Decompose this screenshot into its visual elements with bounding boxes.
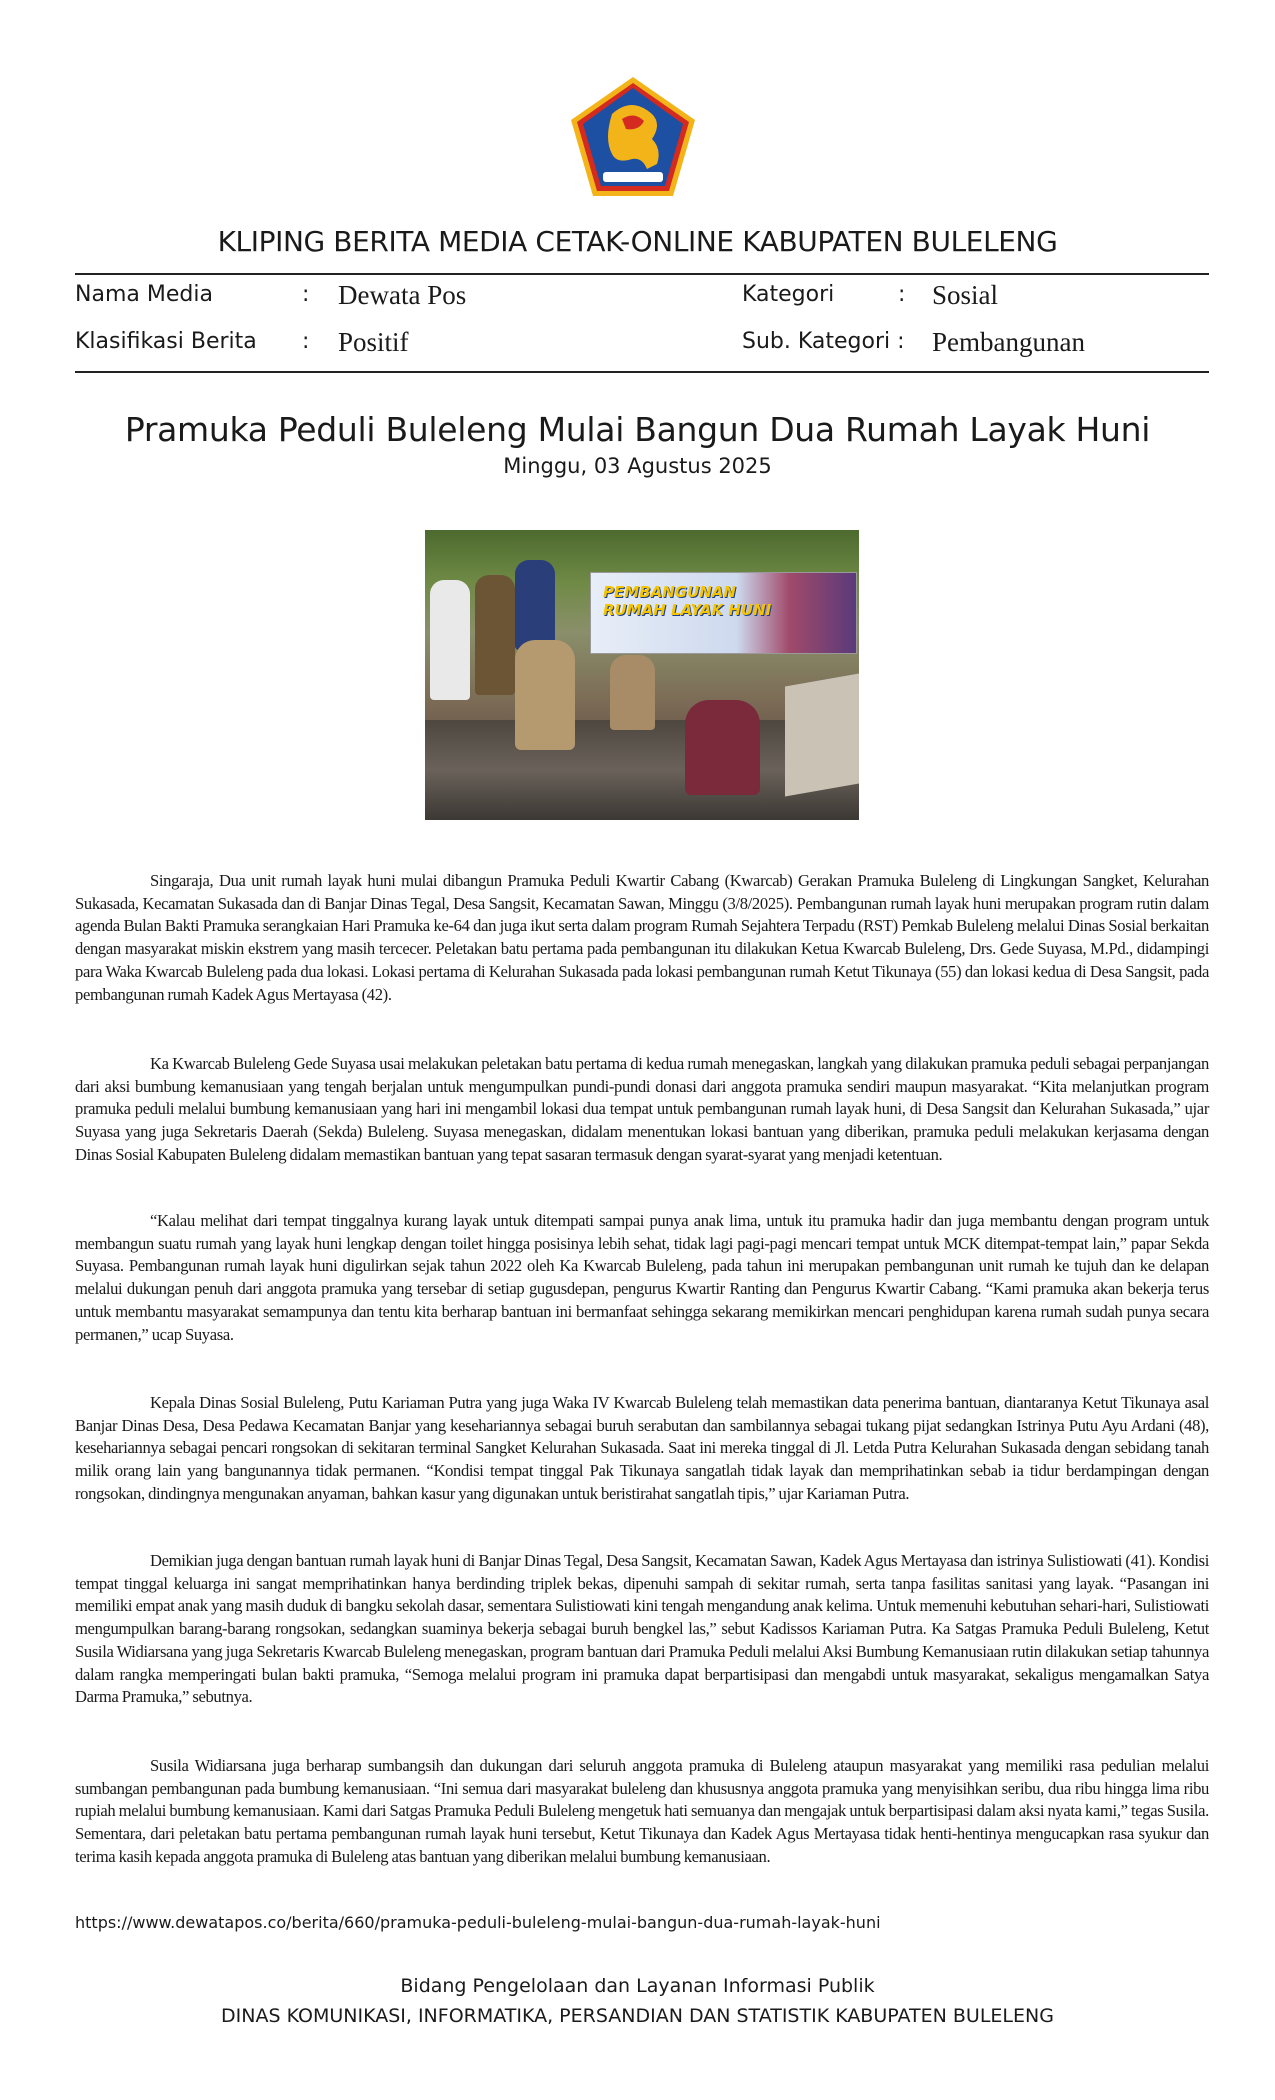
document-header: KLIPING BERITA MEDIA CETAK-ONLINE KABUPATEN BULELENG (217, 225, 1058, 258)
paragraph: Singaraja, Dua unit rumah layak huni mulai dibangun Pramuka Peduli Kwartir Cabang (Kwarcab) Gerakan Pramuka Buleleng di Lingkungan Sangket, Kelurahan Sukasada, Kecamatan Sukasada dan di Banjar Dinas Tegal, Desa Sangsit, Kecamatan Sawan, Minggu (3/8/2025). Pembangunan rumah layak huni merupakan program rutin dalam agenda Bulan Bakti Pramuka serangkaian Hari Pramuka ke-64 dan juga ikut serta dalam program Rumah Sejahtera Terpadu (RST) Pemkab Buleleng melalui Dinas Sosial berkaitan dengan masyarakat miskin ekstrem yang masih tercecer. Peletakan batu pertama pada pembangunan itu dilakukan Ketua Kwarcab Buleleng, Drs. Gede Suyasa, M.Pd., didampingi para Waka Kwarcab Buleleng pada dua lokasi. Lokasi pertama di Kelurahan Sukasada pada lokasi pembangunan rumah Ketut Tikunaya (55) dan lokasi kedua di Desa Sangsit, pada pembangunan rumah Kadek Agus Mertayasa (42). (75, 871, 1209, 1004)
media-label: Nama Media (75, 282, 213, 307)
paragraph: Susila Widiarsana juga berharap sumbangsih dan dukungan dari seluruh anggota pramuka di Buleleng ataupun masyarakat yang memiliki rasa pedulian melalui sumbangan pembangunan pada bumbung kemanusiaan. “Ini semua dari masyarakat buleleng dan khususnya anggota pramuka yang menyisihkan seribu, dua ribu hingga lima ribu rupiah melalui bumbung kemanusiaan. Kami dari Satgas Pramuka Peduli Buleleng mengetuk hati semuanya dan mengajak untuk berpartisipasi dalam aksi nyata kami,” tegas Susila. Sementara, dari peletakan batu pertama pembangunan rumah layak huni tersebut, Ketut Tikunaya dan Kadek Agus Mertayasa tidak henti-hentinya mengucapkan rasa syukur dan terima kasih kepada anggota pramuka di Buleleng atas bantuan yang diberikan melalui bumbung kemanusiaan. (75, 1756, 1209, 1866)
banner (590, 572, 857, 654)
kategori-label: Kategori (742, 282, 835, 307)
sub-kategori-value: Pembangunan (932, 327, 1085, 357)
footer-line-2: DINAS KOMUNIKASI, INFORMATIKA, PERSANDIAN DAN STATISTIK KABUPATEN BULELENG (221, 2005, 1054, 2027)
divider (75, 273, 1209, 275)
klasifikasi-value: Positif (338, 327, 409, 357)
paragraph: Demikian juga dengan bantuan rumah layak huni di Banjar Dinas Tegal, Desa Sangsit, Kecamatan Sawan, Kadek Agus Mertayasa dan istrinya Sulistiowati (41). Kondisi tempat tinggal keluarga ini sangat memprihatinkan hanya berdinding triplek bekas, dipenuhi sampah di sekitar rumah, serta tanpa fasilitas sanitasi yang layak. “Pasangan ini memiliki empat anak yang masih duduk di bangku sekolah dasar, sementara Sulistiowati kini tengah mengandung anak kelima. Untuk memenuhi kebutuhan sehari-hari, Sulistiowati mengumpulkan barang-barang rongsokan, sedangkan suaminya bekerja sebagai buruh bengkel las,” sebut Kadissos Kariaman Putra. Ka Satgas Pramuka Peduli Buleleng, Ketut Susila Widiarsana yang juga Sekretaris Kwarcab Buleleng menegaskan, program bantuan dari Pramuka Peduli melalui Aksi Bumbung Kemanusiaan rutin dilakukan setiap tahunnya dalam rangka memperingati bulan bakti pramuka, “Semoga melalui program ini pramuka dapat berpartisipasi dan mengabdi untuk masyarakat, sekaligus mengamalkan Satya Darma Pramuka,” sebutnya. (75, 1551, 1209, 1707)
article-date: Minggu, 03 Agustus 2025 (503, 454, 772, 478)
colon: : (302, 329, 310, 354)
colon: : (302, 282, 310, 307)
paragraph: Kepala Dinas Sosial Buleleng, Putu Kariaman Putra yang juga Waka IV Kwarcab Buleleng telah memastikan data penerima bantuan, diantaranya Ketut Tikunaya asal Banjar Dinas Desa, Desa Pedawa Kecamatan Banjar yang kesehariannya sebagai buruh serabutan dan sambilannya sebagai tukang pijat sedangkan Istrinya Putu Ayu Ardani (48), kesehariannya sebagai pencari rongsokan di sekitaran terminal Sangket Kelurahan Sukasada. Saat ini mereka tinggal di Jl. Letda Putra Kelurahan Sukasada dengan sebidang tanah milik orang lain yang bangunannya tidak permanen. “Kondisi tempat tinggal Pak Tikunaya sangatlah tidak layak dan memprihatinkan sebab ia tidur berdampingan dengan rongsokan, dindingnya mengunakan anyaman, bahkan kasur yang digunakan untuk beristirahat sangatlah tipis,” ujar Kariaman Putra. (75, 1393, 1209, 1503)
banner-text: PEMBANGUNAN RUMAH LAYAK HUNI (603, 583, 772, 619)
paragraph: “Kalau melihat dari tempat tinggalnya kurang layak untuk ditempati sampai punya anak lima, untuk itu pramuka hadir dan juga membantu dengan program untuk membangun suatu rumah yang layak huni lengkap dengan toilet hingga posisinya lebih sehat, tidak lagi pagi-pagi mencari tempat untuk MCK ditempat-tempat lain,” papar Sekda Suyasa. Pembangunan rumah layak huni digulirkan sejak tahun 2022 oleh Ka Kwarcab Buleleng, pada tahun ini merupakan pembangunan unit rumah ke tujuh dan ke delapan melalui dukungan penuh dari anggota pramuka yang tersebar di setiap gugusdepan, pengurus Kwartir Ranting dan Pengurus Kwartir Cabang. “Kami pramuka akan bekerja terus untuk membantu masyarakat semampunya dan tentu kita berharap bantuan ini bermanfaat sehingga sekarang memikirkan mencari penghidupan karena rumah sudah punya secara permanen,” ucap Suyasa. (75, 1211, 1209, 1344)
footer-line-1: Bidang Pengelolaan dan Layanan Informasi Publik (400, 1975, 875, 1997)
article-title: Pramuka Peduli Buleleng Mulai Bangun Dua Rumah Layak Huni (124, 410, 1151, 449)
colon: : (898, 282, 906, 307)
sub-kategori-label: Sub. Kategori : (742, 329, 905, 354)
media-value: Dewata Pos (338, 280, 467, 310)
divider (75, 371, 1209, 373)
article-photo (425, 530, 859, 820)
buleleng-logo (567, 74, 699, 200)
source-link[interactable]: https://www.dewatapos.co/berita/660/pramuka-peduli-buleleng-mulai-bangun-dua-rumah-layak-huni (75, 1913, 881, 1932)
paragraph: Ka Kwarcab Buleleng Gede Suyasa usai melakukan peletakan batu pertama di kedua rumah menegaskan, langkah yang dilakukan pramuka peduli sebagai perpanjangan dari aksi bumbung kemanusiaan yang tengah berjalan untuk mengumpulkan pundi-pundi donasi dari anggota pramuka sendiri maupun masyarakat. “Kita melanjutkan program pramuka peduli melalui bumbung kemanusiaan yang hari ini mengambil lokasi dua tempat untuk pembangunan rumah layak huni, di Desa Sangsit dan Kelurahan Sukasada,” ujar Suyasa yang juga Sekretaris Daerah (Sekda) Buleleng. Suyasa menegaskan, didalam menentukan lokasi bantuan yang diberikan, pramuka peduli melakukan kerjasama dengan Dinas Sosial Kabupaten Buleleng didalam memastikan bantuan yang tepat sasaran termasuk dengan syarat-syarat yang menjadi ketentuan. (75, 1054, 1209, 1164)
kategori-value: Sosial (932, 280, 999, 310)
klasifikasi-label: Klasifikasi Berita (75, 329, 257, 354)
